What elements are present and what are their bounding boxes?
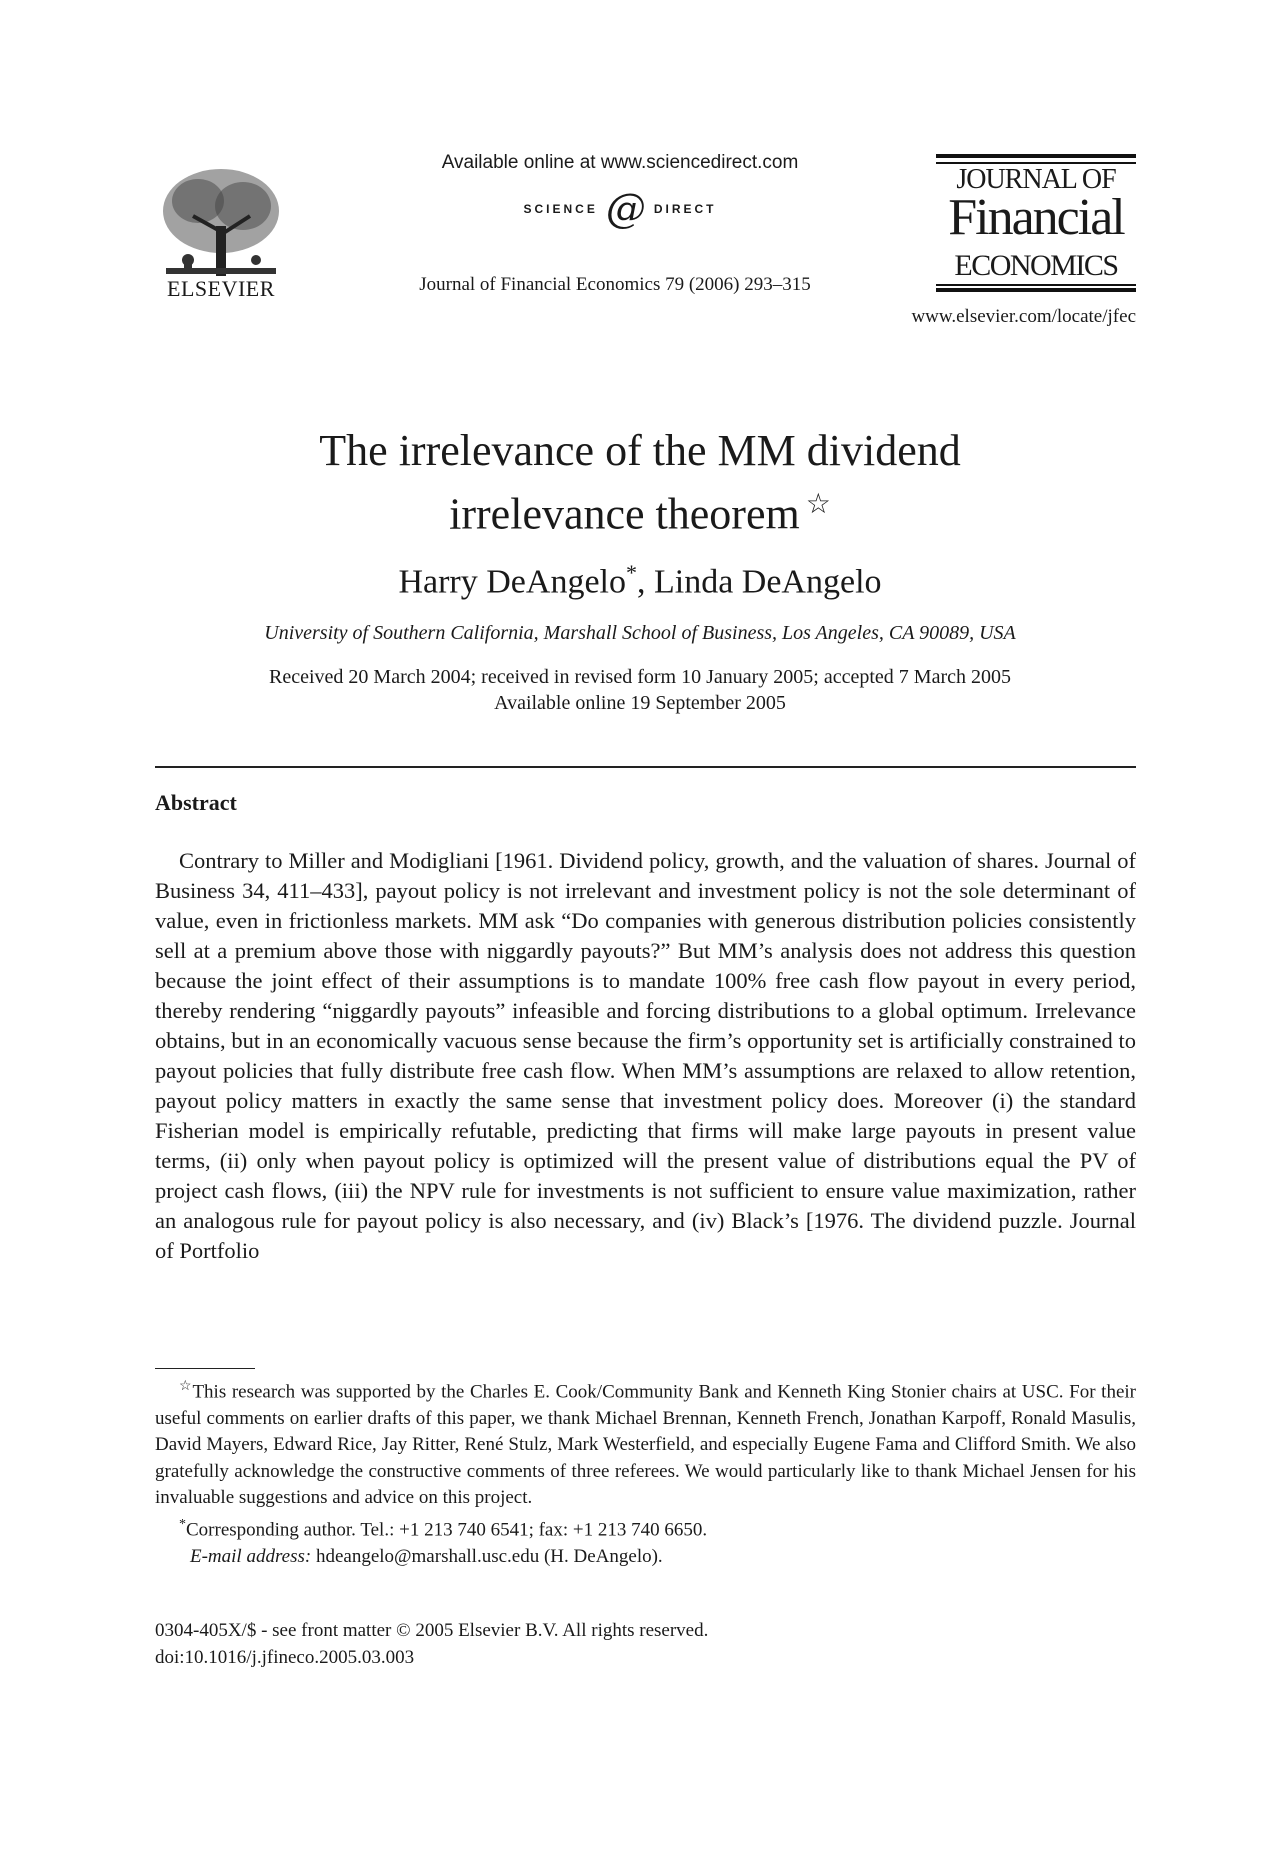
footnote-star-icon[interactable]: ☆ xyxy=(805,489,831,520)
footnote-text: Corresponding author. Tel.: +1 213 740 6541; fax: +1 213 740 6650. xyxy=(186,1519,708,1541)
author-list xyxy=(160,560,1120,601)
copyright-notice: 0304-405X/$ - see front matter © 2005 Elsevier B.V. All rights reserved. xyxy=(155,1620,709,1641)
publisher-name: ELSEVIER xyxy=(167,276,275,301)
journal-logo-line-3: ECONOMICS xyxy=(954,249,1118,282)
doi-link[interactable]: doi:10.1016/j.jfineco.2005.03.003 xyxy=(155,1647,415,1668)
divider xyxy=(155,766,1136,768)
sciencedirect-word-left: SCIENCE xyxy=(523,202,598,216)
corresponding-author-mark[interactable]: * xyxy=(625,560,637,585)
elsevier-tree-logo xyxy=(158,156,284,296)
journal-logo-line-1: JOURNAL OF xyxy=(956,164,1116,195)
journal-logo-rule xyxy=(936,154,1136,158)
footnote-acknowledgment xyxy=(155,1374,1136,1512)
title-line-2 xyxy=(160,478,1120,542)
title-line-1: The irrelevance of the MM dividend xyxy=(319,426,961,475)
sciencedirect-at-icon: @ xyxy=(605,186,646,232)
abstract-text: Contrary to Miller and Modigliani [1961. Dividend policy, growth, and the valuation of shares. Journal of Business 34, 411–433], payout policy is not irrelevant and investment policy is not the sole determinant of value, even in frictionless markets. MM ask “Do companies with generous distribution policies consistently sell at a premium above those with niggardly payouts?” But MM’s analysis does not address this question because the joint effect of their assumptions is to mandate 100% free cash flow payout in every period, thereby rendering “niggardly payouts” infeasible and forcing distributions to a global optimum. Irrelevance obtains, but in an economically vacuous sense because the firm’s opportunity set is artificially constrained to payout policies that fully distribute free cash flow. When MM’s assumptions are relaxed to allow retention, payout policy matters in exactly the same sense that investment policy does. Moreover (i) the standard Fisherian model is empirically refutable, predicting that firms will make large payouts in present value terms, (ii) only when payout policy is optimized will the present value of distributions equal the PV of project cash flows, (iii) the NPV rule for investments is not sufficient to ensure value maximization, rather an analogous rule for payout policy is also necessary, and (iv) Black’s [1976. The dividend puzzle. Journal of Portfolio xyxy=(155,848,1136,1263)
author-name: Harry DeAngelo xyxy=(398,563,626,601)
journal-citation: Journal of Financial Economics 79 (2006) 293–315 xyxy=(419,274,811,295)
journal-logo-rule xyxy=(936,288,1136,292)
sciencedirect-logo xyxy=(440,186,800,232)
article-title xyxy=(160,424,1120,542)
sciencedirect-word-right: DIRECT xyxy=(653,202,717,216)
abstract-heading: Abstract xyxy=(155,790,237,815)
title-line-2-text: irrelevance theorem xyxy=(449,489,800,539)
footnote-email xyxy=(155,1544,1136,1571)
article-history: Received 20 March 2004; received in revised form 10 January 2005; accepted 7 March 2005 xyxy=(269,666,1011,688)
email-label: E-mail address: xyxy=(190,1545,312,1567)
author-separator: , xyxy=(636,563,654,601)
footnote-star-icon: ☆ xyxy=(179,1379,193,1394)
journal-logo-rule xyxy=(936,284,1136,286)
asterisk-mark: * xyxy=(179,1516,186,1532)
author-name: Linda DeAngelo xyxy=(653,563,882,601)
journal-logo xyxy=(936,154,1136,294)
journal-logo-line-2: Financial xyxy=(948,189,1124,246)
email-address-link[interactable]: hdeangelo@marshall.usc.edu (H. DeAngelo). xyxy=(311,1545,663,1567)
available-online-date: Available online 19 September 2005 xyxy=(494,692,786,714)
available-online-banner: Available online at www.sciencedirect.com xyxy=(441,152,799,173)
footnote-corresponding-author xyxy=(155,1512,1136,1544)
footnote-text: This research was supported by the Charles E. Cook/Community Bank and Kenneth King Stonier chairs at USC. For their useful comments on earlier drafts of this paper, we thank Michael Brennan, Kenneth French, Jonathan Karpoff, Ronald Masulis, David Mayers, Edward Rice, Jay Ritter, René Stulz, Mark Westerfield, and especially Eugene Fama and Clifford Smith. We also gratefully acknowledge the constructive comments of three referees. We would particularly like to thank Michael Jensen for his invaluable suggestions and advice on this project. xyxy=(155,1381,1136,1509)
affiliation: University of Southern California, Marshall School of Business, Los Angeles, CA 90089, USA xyxy=(264,622,1016,644)
journal-url-link[interactable]: www.elsevier.com/locate/jfec xyxy=(911,306,1136,327)
footnote-divider xyxy=(155,1368,255,1369)
footnotes xyxy=(155,1374,1136,1570)
